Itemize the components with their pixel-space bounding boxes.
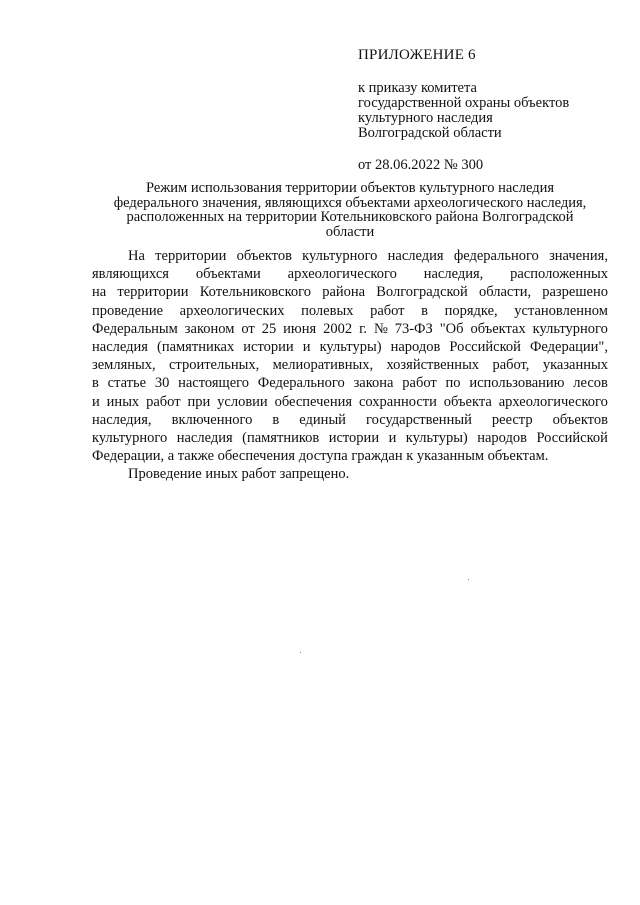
title-line: расположенных на территории Котельниковского района Волгоградской: [126, 209, 574, 225]
scan-speck: [300, 652, 301, 653]
paragraph-line: являющихся объектами археологического наследия, расположенных: [92, 266, 608, 283]
paragraph-line: На территории объектов культурного наследия федерального значения,: [128, 248, 608, 264]
title-line: области: [325, 223, 375, 240]
paragraph-line: и иных работ при условии обеспечения сохранности объекта археологического: [92, 393, 608, 410]
annex-line: культурного наследия: [358, 110, 493, 126]
paragraph-line: наследия, включенного в единый государственный реестр объектов: [92, 411, 608, 428]
paragraph-line: культурного наследия (памятников истории и культуры) народов Российской: [92, 430, 608, 447]
annex-line: государственной охраны объектов: [358, 95, 570, 111]
paragraph-line: на территории Котельниковского района Волгоградской области, разрешено: [92, 284, 608, 301]
paragraph-line: наследия (памятниках истории и культуры) народов Российской Федерации",: [92, 339, 608, 356]
annex-line: к приказу комитета: [358, 80, 477, 96]
paragraph-line: Федеральным законом от 25 июня 2002 г. № 73-ФЗ "Об объектах культурного: [92, 320, 608, 337]
annex-header: [358, 48, 628, 173]
document-title: [90, 181, 610, 239]
scan-speck: [468, 579, 469, 580]
paragraph-line: в статье 30 настоящего Федерального закона работ по использованию лесов: [92, 375, 608, 392]
paragraph-permitted-works: [92, 247, 608, 465]
paragraph-line: земляных, строительных, мелиоративных, хозяйственных работ, указанных: [92, 357, 608, 374]
order-date-number: от 28.06.2022 № 300: [358, 157, 484, 173]
paragraph-line: проведение археологических полевых работ в порядке, установленном: [92, 302, 608, 319]
document-body: [92, 247, 608, 484]
title-line: федерального значения, являющихся объектами археологического наследия,: [113, 194, 587, 211]
annex-title: ПРИЛОЖЕНИЕ 6: [358, 47, 476, 63]
annex-line: Волгоградской области: [358, 125, 502, 141]
title-line: Режим использования территории объектов культурного наследия: [145, 180, 555, 196]
paragraph-line: Федерации, а также обеспечения доступа граждан к указанным объектам.: [92, 448, 549, 465]
paragraph-prohibition: Проведение иных работ запрещено.: [128, 466, 350, 483]
